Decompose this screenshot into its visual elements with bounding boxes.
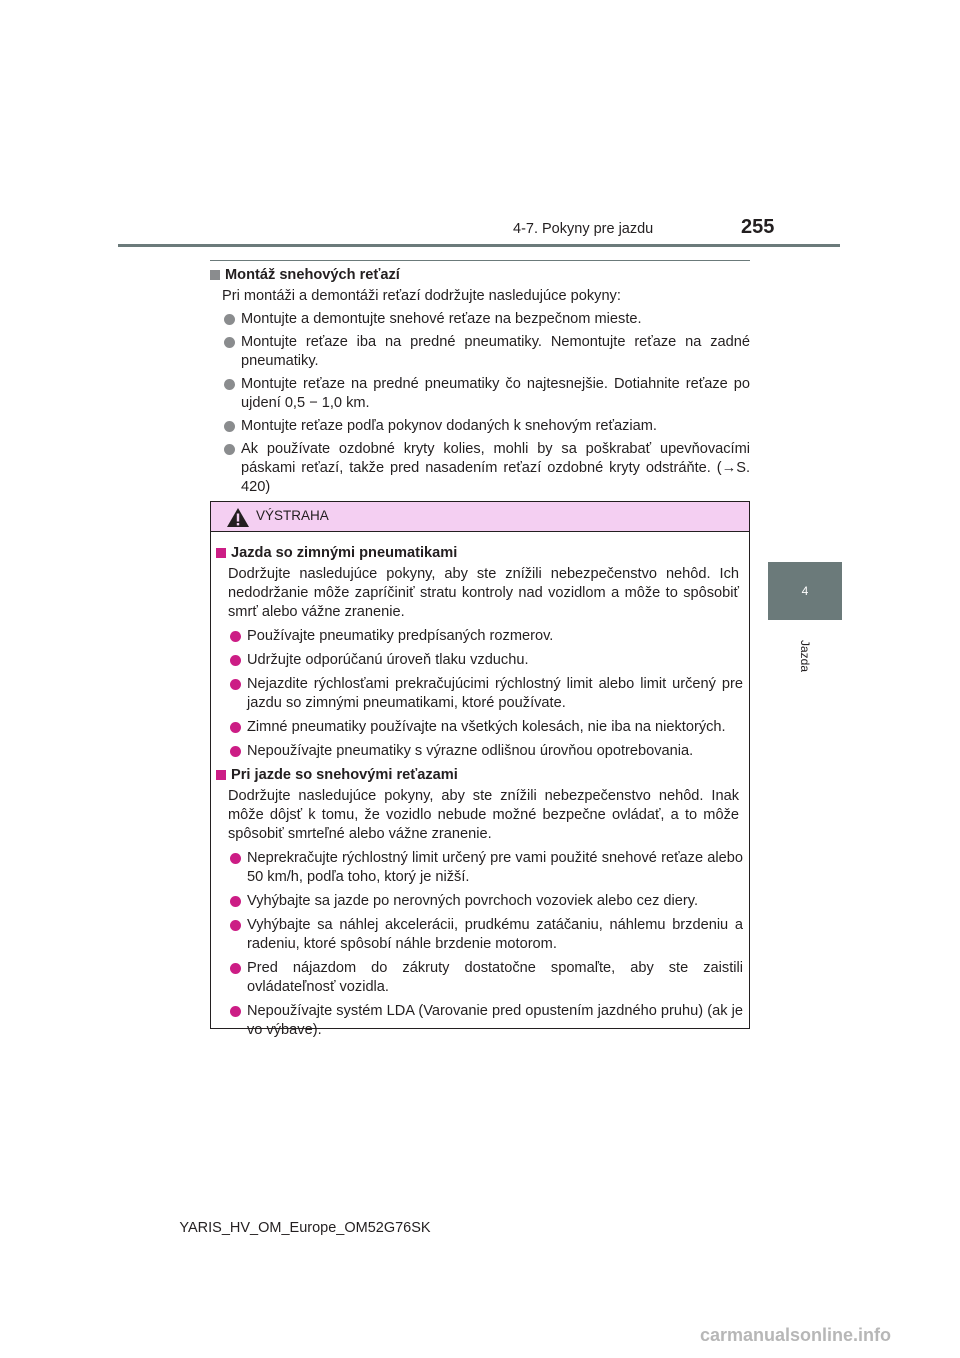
warning-label: VÝSTRAHA — [256, 508, 329, 523]
page-number: 255 — [741, 216, 775, 238]
list-item: Vyhýbajte sa náhlej akcelerácii, prudkému zatáčaniu, náhlemu brzdeniu a radeniu, ktoré spôsobí náhle brzdenie motorom. — [216, 916, 743, 954]
chapter-tab[interactable] — [768, 562, 842, 620]
list-item: Nepoužívajte pneumatiky s výrazne odlišnou úrovňou opotrebovania. — [216, 742, 743, 761]
warning-intro: Dodržujte nasledujúce pokyny, aby ste znížili nebezpečenstvo nehôd. Ich nedodržanie môže zapríčiniť stratu kontroly nad vozidlom a môže to spôsobiť smrť alebo vážne zranenie. — [228, 566, 739, 620]
header-section-title: 4-7. Pokyny pre jazdu — [513, 221, 654, 237]
round-bullet-icon — [224, 314, 235, 325]
round-bullet-icon — [230, 746, 241, 757]
chapter-label: Jazda — [798, 639, 812, 673]
list-item: Vyhýbajte sa jazde po nerovných povrchoch vozoviek alebo cez diery. — [216, 892, 743, 911]
warning-intro: Dodržujte nasledujúce pokyny, aby ste znížili nebezpečenstvo nehôd. Inak môže dôjsť k tomu, že vozidlo nebude možné bezpečne ovládať, a to môže spôsobiť smrteľné alebo vážne zranenie. — [228, 788, 739, 842]
warning-heading: Pri jazde so snehovými reťazami — [216, 766, 743, 785]
warning-triangle-icon — [227, 508, 249, 527]
round-bullet-icon — [230, 722, 241, 733]
list-item: Nepoužívajte systém LDA (Varovanie pred opustením jazdného pruhu) (ak je vo výbave). — [216, 1002, 743, 1040]
round-bullet-icon — [230, 1006, 241, 1017]
header-rule — [118, 244, 840, 247]
list-item: Montujte reťaze na predné pneumatiky čo najtesnejšie. Dotiahnite reťaze po ujdení 0,5 − 1,0 km. — [210, 375, 750, 413]
round-bullet-icon — [230, 679, 241, 690]
warning-box — [210, 501, 750, 1038]
round-bullet-icon — [224, 421, 235, 432]
round-bullet-icon — [224, 379, 235, 390]
round-bullet-icon — [230, 896, 241, 907]
chapter-side-label — [768, 628, 842, 684]
list-item: Zimné pneumatiky používajte na všetkých kolesách, nie iba na niektorých. — [216, 718, 743, 737]
square-bullet-icon — [216, 770, 226, 780]
section-intro: Pri montáži a demontáži reťazí dodržujte nasledujúce pokyny: — [222, 288, 621, 304]
content-top-rule — [210, 260, 750, 261]
list-item: Neprekračujte rýchlostný limit určený pre vami použité snehové reťaze alebo 50 km/h, podľa toho, ktorý je nižší. — [216, 849, 743, 887]
warning-body — [211, 532, 749, 1040]
square-bullet-icon — [210, 270, 220, 280]
list-item: Montujte reťaze podľa pokynov dodaných k snehovým reťaziam. — [210, 417, 750, 436]
round-bullet-icon — [230, 920, 241, 931]
square-bullet-icon — [216, 548, 226, 558]
list-item: Používajte pneumatiky predpísaných rozmerov. — [216, 627, 743, 646]
round-bullet-icon — [230, 655, 241, 666]
warning-header — [211, 502, 749, 532]
watermark: carmanualsonline.info — [700, 1325, 892, 1345]
round-bullet-icon — [230, 853, 241, 864]
list-item: Pred nájazdom do zákruty dostatočne spomaľte, aby ste zaistili ovládateľnosť vozidla. — [216, 959, 743, 997]
section-heading: Montáž snehových reťazí — [210, 266, 750, 285]
round-bullet-icon — [230, 631, 241, 642]
list-item: Ak používate ozdobné kryty kolies, mohli by sa poškrabať upevňovacími páskami reťazí, takže pred nasadením reťazí ozdobné kryty odstráňte. (→S. 420) — [210, 440, 750, 497]
snow-chains-section — [210, 266, 750, 501]
list-item: Montujte a demontujte snehové reťaze na bezpečnom mieste. — [210, 310, 750, 329]
round-bullet-icon — [224, 337, 235, 348]
document-code-footer: YARIS_HV_OM_Europe_OM52G76SK — [179, 1220, 431, 1236]
warning-heading: Jazda so zimnými pneumatikami — [216, 544, 743, 563]
list-item: Montujte reťaze iba na predné pneumatiky. Nemontujte reťaze na zadné pneumatiky. — [210, 333, 750, 371]
chapter-number: 4 — [801, 584, 809, 598]
round-bullet-icon — [230, 963, 241, 974]
list-item: Udržujte odporúčanú úroveň tlaku vzduchu. — [216, 651, 743, 670]
round-bullet-icon — [224, 444, 235, 455]
list-item: Nejazdite rýchlosťami prekračujúcimi rýchlostný limit alebo limit určený pre jazdu so zimnými pneumatikami, ktoré používate. — [216, 675, 743, 713]
